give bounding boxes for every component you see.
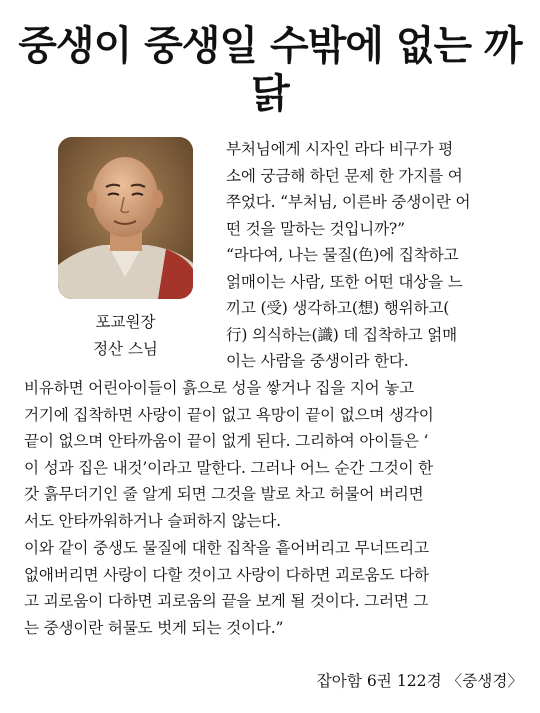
text-line: 떤 것을 말하는 것입니까?” — [226, 219, 405, 238]
paragraph-3 — [24, 375, 524, 535]
monk-portrait-image — [58, 137, 193, 299]
text-line: 이는 사람을 중생이라 한다. — [226, 352, 409, 371]
text-line: “라다여, 나는 물질(色)에 집착하고 — [226, 246, 459, 264]
caption-position: 포교원장 — [95, 313, 156, 331]
photo-caption — [58, 309, 193, 363]
text-line: 부처님에게 시자인 라다 비구가 평 — [226, 140, 454, 158]
text-line: 는 중생이란 허물도 벗게 되는 것이다.” — [24, 618, 284, 637]
paragraph-2 — [226, 242, 523, 375]
text-line: 고 괴로움이 다하면 괴로움의 끝을 보게 될 것이다. 그러면 그 — [24, 592, 429, 611]
text-line: 끝이 없으며 안타까움이 끝이 없게 된다. 그리하여 아이들은 ‘ — [24, 432, 429, 451]
caption-name: 정산 스님 — [93, 340, 158, 358]
source-citation: 잡아함 6권 122경 〈중생경〉 — [316, 672, 523, 690]
text-line: 끼고 (受) 생각하고(想) 행위하고( — [226, 299, 450, 318]
text-line: 얽매이는 사람, 또한 어떤 대상을 느 — [226, 272, 463, 291]
paragraph-1 — [226, 136, 523, 242]
text-line: 서도 안타까워하거나 슬퍼하지 않는다. — [24, 511, 281, 530]
text-line: 비유하면 어린아이들이 흙으로 성을 쌓거나 집을 지어 놓고 — [24, 379, 415, 397]
text-line: 쭈었다. “부처님, 이른바 중생이란 어 — [226, 193, 471, 212]
paragraph-4 — [24, 535, 524, 641]
text-line: 行) 의식하는(識) 데 집착하고 얽매 — [226, 325, 457, 344]
text-line: 이와 같이 중생도 물질에 대한 집착을 흩어버리고 무너뜨리고 — [24, 539, 429, 557]
text-line: 거기에 집착하면 사랑이 끝이 없고 욕망이 끝이 없으며 생각이 — [24, 405, 434, 424]
article-title: 중생이 중생일 수밖에 없는 까닭 — [18, 23, 522, 117]
text-line: 갓 흙무더기인 줄 알게 되면 그것을 발로 차고 허물어 버리면 — [24, 485, 424, 504]
portrait-photo — [58, 137, 193, 299]
text-line: 이 성과 집은 내것’이라고 말한다. 그러나 어느 순간 그것이 한 — [24, 458, 434, 477]
text-line: 없애버리면 사랑이 다할 것이고 사랑이 다하면 괴로움도 다하 — [24, 565, 429, 584]
text-line: 소에 궁금해 하던 문제 한 가지를 여 — [226, 166, 463, 185]
